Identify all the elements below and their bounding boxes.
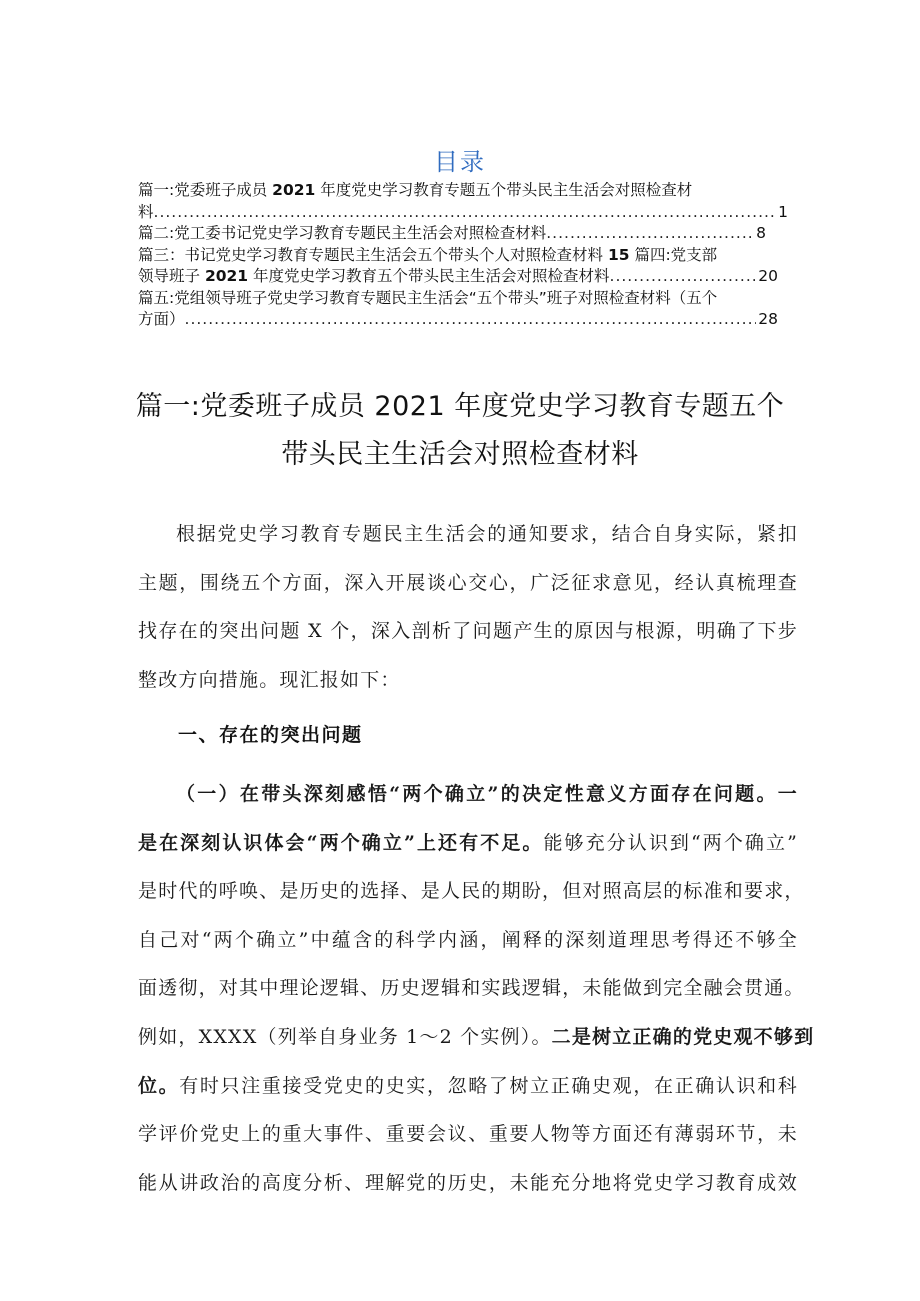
- table-of-contents: [138, 180, 788, 331]
- toc-page-number: 20: [758, 267, 778, 285]
- toc-page-number: 28: [758, 310, 778, 328]
- toc-page-number: 1: [778, 202, 788, 221]
- toc-title: 目录: [434, 148, 486, 176]
- toc-entry-3[interactable]: 篇三：书记党史学习教育专题民主生活会五个带头个人对照检查材料 15 篇四:党支部: [138, 245, 718, 264]
- toc-page-number: 8: [756, 224, 766, 242]
- toc-entry-5-cont[interactable]: 方面） ..... 28: [138, 309, 788, 331]
- toc-entry-1[interactable]: 篇一:党委班子成员 2021 年度党史学习教育专题五个带头民主生活会对照检查材: [138, 181, 693, 199]
- toc-entry-5[interactable]: 篇五:党组领导班子党史学习教育专题民主生活会“五个带头”班子对照检查材料（五个: [138, 288, 718, 307]
- toc-entry-2[interactable]: 篇二:党工委书记党史学习教育专题民主生活会对照检查材料 ..... 8: [138, 223, 788, 245]
- article-title-line-1: 篇一:党委班子成员 2021 年度党史学习教育专题五个: [135, 391, 785, 422]
- toc-entry-4[interactable]: 领导班子 2021 年度党史学习教育五个带头民主生活会对照检查材料 ..... 20: [138, 266, 788, 288]
- section-heading: 一、存在的突出问题: [178, 724, 363, 746]
- toc-entry-1-cont[interactable]: 料 ..... 1: [138, 202, 788, 224]
- body-paragraph: （一）在带头深刻感悟“两个确立”的决定性意义方面存在问题。一 是在深刻认识体会“两个确立”上还有不足。能够充分认识到“两个确立” 是时代的呼唤、是历史的选择、是人民的期盼，但对照高层的标准和要求， 自己对“两个确立”中蕴含的科学内涵，阐释的深刻道理思考得还不够全 面透彻，对其中理论逻辑、历史逻辑和实践逻辑，未能做到完全融会贯通。 例如，XXXX（列举自身业务 1～2 个实例）。二是树立正确的党史观不够到 位。有时只注重接受党史的史实，忽略了树立正确史观，在正确认识和科 学评价党史上的重大事件、重要会议、重要人物等方面还有薄弱环节，未 能从讲政治的高度分析、理解党的历史，未能充分地将党史学习教育成效: [138, 783, 815, 1194]
- intro-paragraph: 根据党史学习教育专题民主生活会的通知要求，结合自身实际，紧扣 主题，围绕五个方面，深入开展谈心交心，广泛征求意见，经认真梳理查 找存在的突出问题 X 个，深入剖析了问题产生的原因与根源，明确了下步 整改方向措施。现汇报如下：: [138, 523, 798, 691]
- article-title-line-2: 带头民主生活会对照检查材料: [281, 439, 639, 470]
